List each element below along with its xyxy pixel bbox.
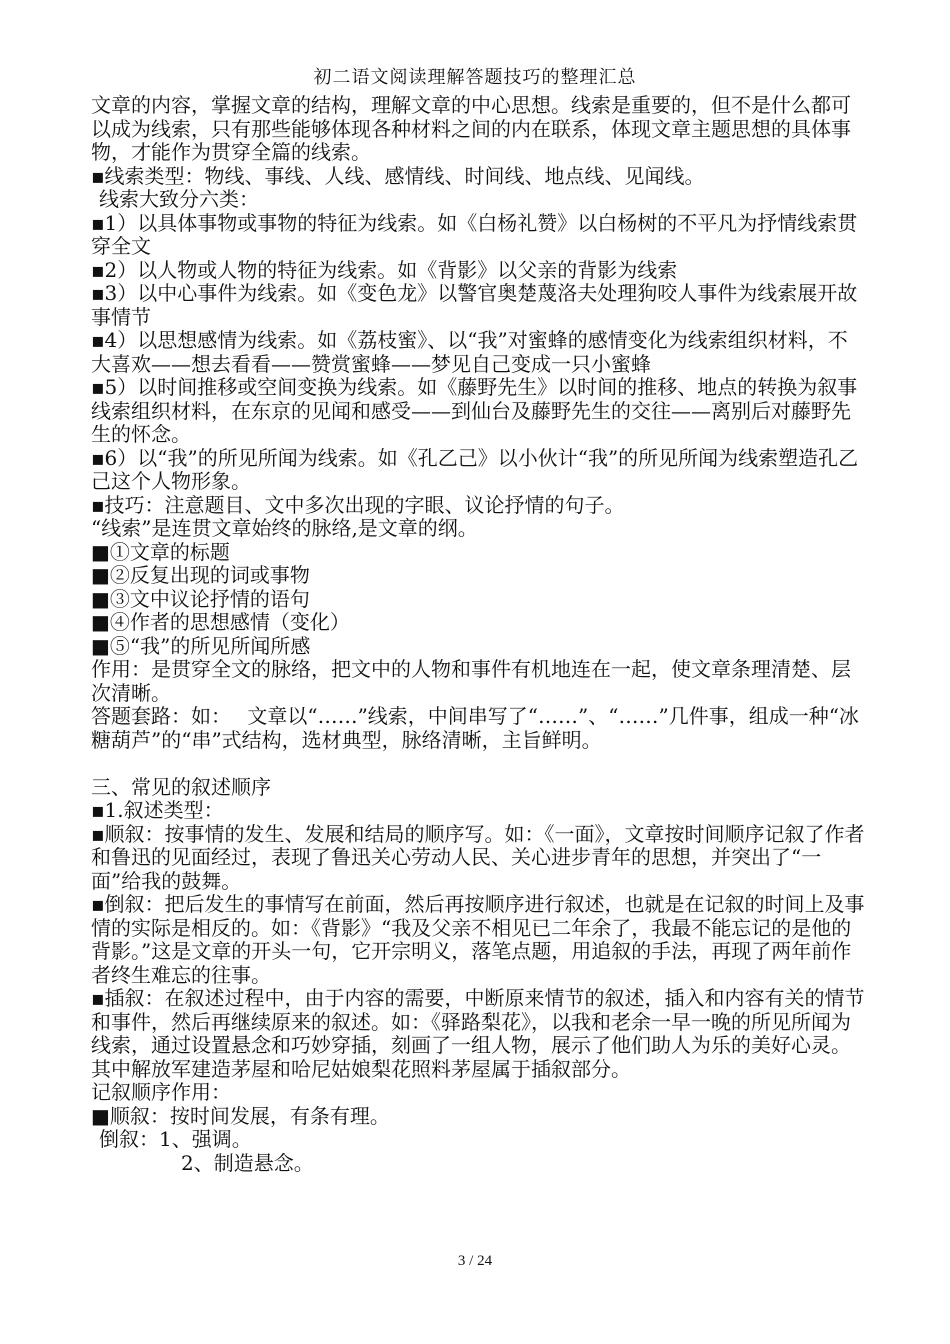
clue-category-1: ▪1）以具体事物或事物的特征为线索。如《白杨礼赞》以白杨树的不平凡为抒情线索贯穿全文 [91,210,858,258]
clue-category-3: ▪3）以中心事件为线索。如《变色龙》以警官奥楚蔑洛夫处理狗咬人事件为线索展开故事情节 [91,281,858,329]
clue-point-3: ■③文中议论抒情的语句 [91,586,310,611]
narrative-types-heading: ▪1.叙述类型： [91,798,224,822]
function-chronological: ■顺叙：按时间发展，有条有理。 [91,1103,390,1128]
clue-category-6: ▪6）以“我”的所见所闻为线索。如《孔乙己》以小伙计“我”的所见所闻为线索塑造孔乙己这个人物形象。 [91,445,859,493]
clue-category-2: ▪2）以人物或人物的特征为线索。如《背影》以父亲的背影为线索 [91,257,678,282]
clue-definition: “线索”是连贯文章始终的脉络,是文章的纲。 [91,516,478,540]
page-number: 3 / 24 [457,1253,493,1269]
narrative-order-function-heading: 记叙顺序作用： [91,1080,231,1104]
function-flashback-1: 倒叙：1、强调。 [99,1127,252,1151]
clue-function: 作用：是贯穿全文的脉络，把文中的人物和事件有机地连在一起，使文章条理清楚、层次清晰。 [91,657,851,705]
clue-category-4: ▪4）以思想感情为线索。如《荔枝蜜》、以“我”对蜜蜂的感情变化为线索组织材料，不大喜欢——想去看看——赞赏蜜蜂——梦见自己变成一只小蜜蜂 [91,328,848,376]
paragraph-clue-intro: 文章的内容，掌握文章的结构，理解文章的中心思想。线索是重要的，但不是什么都可以成为线索，只有那些能够体现各种材料之间的内在联系，体现文章主题思想的具体事物，才能作为贯穿全篇的线索。 [91,93,851,164]
clue-category-5: ▪5）以时间推移或空间变换为线索。如《藤野先生》以时间的推移、地点的转换为叙事线索组织材料，在东京的见闻和感受——到仙台及藤野先生的交往——离别后对藤野先生的怀念。 [91,375,858,446]
narrative-interpolation: ▪插叙：在叙述过程中，由于内容的需要，中断原来情节的叙述，插入和内容有关的情节和事件，然后再继续原来的叙述。如：《驿路梨花》，以我和老余一早一晚的所见所闻为线索，通过设置悬念和巧妙穿插，刻画了一组人物，展示了他们助人为乐的美好心灵。其中解放军建造茅屋和哈尼姑娘梨花照料茅屋属于插叙部分。 [91,986,865,1081]
clue-technique: ▪技巧：注意题目、文中多次出现的字眼、议论抒情的句子。 [91,492,625,517]
clue-point-2: ■②反复出现的词或事物 [91,563,310,587]
narrative-chronological: ▪顺叙：按事情的发生、发展和结局的顺序写。如：《一面》，文章按时间顺序记叙了作者和鲁迅的见面经过，表现了鲁迅关心劳动人民、关心进步青年的思想，并突出了“一面”给我的鼓舞。 [91,821,865,893]
clue-six-categories: 线索大致分六类： [99,187,259,211]
blank-line [91,752,866,776]
clue-point-4: ■④作者的思想感情（变化） [91,610,350,634]
clue-point-5: ■⑤“我”的所见所闻所感 [91,633,311,658]
narrative-flashback: ▪倒叙：把后发生的事情写在前面，然后再按顺序进行叙述，也就是在记叙的时间上及事情的实际是相反的。如：《背影》“我及父亲不相见已二年余了，我最不能忘记的是他的背影。”这是文章的开头一句，它开宗明义，落笔点题，用追叙的手法，再现了两年前作者终生难忘的往事。 [91,892,865,987]
clue-types: ▪线索类型：物线、事线、人线、感情线、时间线、地点线、见闻线。 [91,163,705,188]
clue-point-1: ■①文章的标题 [91,539,230,564]
section-heading-narrative-order: 三、常见的叙述顺序 [91,774,271,799]
answer-template: 答题套路：如： 文章以“……”线索，中间串写了“……”、“……”几件事，组成一种“冰糖葫芦”的“串”式结构，选材典型，脉络清晰，主旨鲜明。 [91,704,859,752]
document-body [91,94,866,1175]
function-flashback-2: 2、制造悬念。 [181,1150,314,1175]
document-title: 初二语文阅读理解答题技巧的整理汇总 [313,67,637,88]
